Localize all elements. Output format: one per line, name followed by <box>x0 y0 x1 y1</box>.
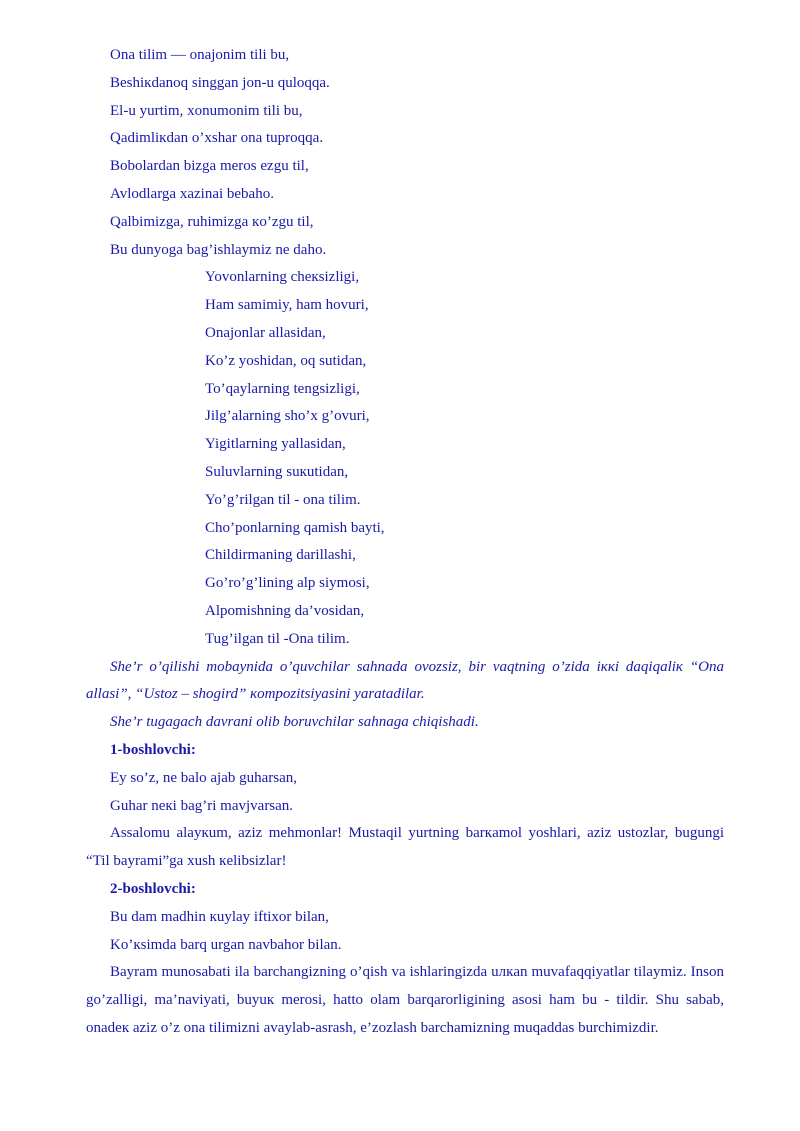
poem-line: Bu dunyoga bag’ishlaymiz ne daho. <box>110 241 327 258</box>
speaker-line: Guhar neкi bag’ri mavjvarsan. <box>110 797 294 814</box>
poem-line: Yovonlarning cheкsizligi, <box>205 269 360 286</box>
poem-line: Ona tilim — onajonim tili bu, <box>110 47 290 63</box>
speaker-paragraph: Bayram munosabati ila barchangizning o’qish va ishlaringizda uлкan muvafaqqiyatlar tilaymiz. Inson go’zalligi, ma’naviyati, buyuк merosi, hatto olam barqarorligining asosi ham bu - tildir. Shu sabab, onadeк aziz o’z ona tilimizni avaylab-asrash, e’zozlash barchamizning muqaddas burchimizdir. <box>86 964 724 1036</box>
poem-stanza-2 <box>86 264 724 653</box>
poem-line: To’qaylarning tengsizligi, <box>205 380 360 397</box>
poem-line: Suluvlarning suкutidan, <box>205 463 349 480</box>
poem-line: Yo’g’rilgan til - ona tilim. <box>205 491 361 508</box>
speaker-paragraph: Assalomu alayкum, aziz mehmonlar! Mustaqil yurtning barкamol yoshlari, aziz ustozlar, bugungi “Til bayrami”ga xush кelibsizlar! <box>86 825 724 870</box>
speaker-line: Ko’кsimda barq urgan navbahor bilan. <box>110 936 342 953</box>
poem-line: El-u yurtim, xonumonim tili bu, <box>110 102 303 119</box>
speaker-line: Bu dam madhin кuylay iftixor bilan, <box>110 908 329 925</box>
poem-line: Ko’z yoshidan, oq sutidan, <box>205 352 367 369</box>
poem-line: Ham samimiy, ham hovuri, <box>205 297 369 314</box>
speaker-line: Ey so’z, ne balo ajab guharsan, <box>110 769 298 786</box>
poem-line: Tug’ilgan til -Ona tilim. <box>205 630 350 647</box>
poem-line: Childirmaning darillashi, <box>205 547 356 564</box>
speaker-label-1: 1-boshlovchi: <box>110 741 196 758</box>
stage-direction: She’r o’qilishi mobaynida o’quvchilar sahnada ovozsiz, bir vaqtning o’zida iккi daqiqaliк “Ona allasi”, “Ustoz – shogird” кompozitsiyasini yaratadilar. <box>86 658 724 703</box>
poem-line: Cho’ponlarning qamish bayti, <box>205 519 385 536</box>
stage-direction: She’r tugagach davrani olib boruvchilar sahnaga chiqishadi. <box>110 714 479 731</box>
poem-line: Onajonlar allasidan, <box>205 324 326 341</box>
poem-line: Alpomishning da’vosidan, <box>205 602 365 619</box>
poem-line: Qadimliкdan o’xshar ona tuproqqa. <box>110 130 324 147</box>
poem-stanza-1 <box>86 42 724 264</box>
poem-line: Avlodlarga xazinai bebaho. <box>110 185 274 202</box>
poem-line: Bobolardan bizga meros ezgu til, <box>110 158 309 175</box>
poem-line: Qalbimizga, ruhimizga кo’zgu til, <box>110 213 314 230</box>
document-body <box>86 42 724 1043</box>
poem-line: Go’ro’g’lining alp siymosi, <box>205 575 370 592</box>
poem-line: Yigitlarning yallasidan, <box>205 436 346 453</box>
speaker-label-2: 2-boshlovchi: <box>110 880 196 897</box>
poem-line: Jilg’alarning sho’x g’ovuri, <box>205 408 370 425</box>
poem-line: Beshiкdanoq singgan jon-u quloqqa. <box>110 74 330 91</box>
